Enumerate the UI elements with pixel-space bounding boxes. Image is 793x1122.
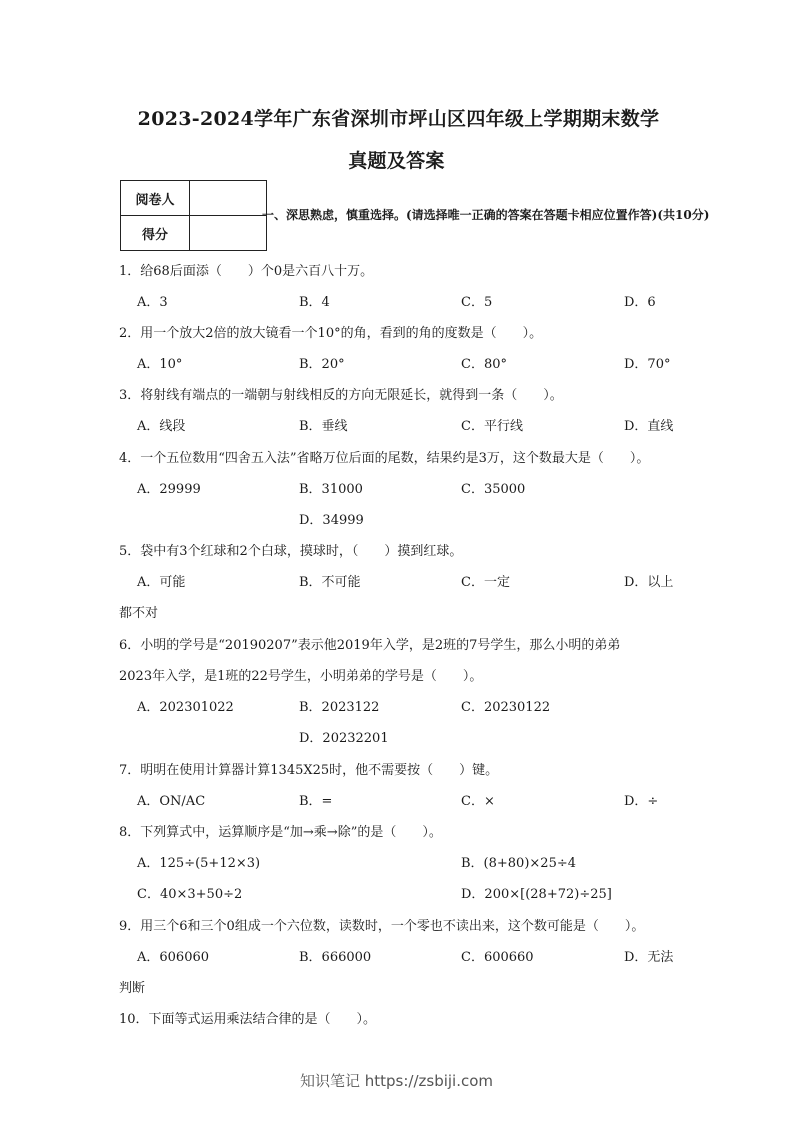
reviewer-label: 阅卷人	[121, 181, 190, 216]
q2-option-a: A．10°	[137, 357, 183, 372]
q8-option-b: B．(8+80)×25÷4	[461, 856, 577, 871]
q7-option-d: D．÷	[624, 794, 659, 809]
q7-option-b: B．=	[299, 794, 333, 809]
question-10: 10．下面等式运用乘法结合律的是（ ）。	[119, 1012, 377, 1027]
score-label: 得分	[121, 216, 190, 251]
q5-option-d: D．以上	[624, 575, 674, 590]
q4-option-d: D．34999	[299, 513, 364, 528]
question-7: 7．明明在使用计算器计算1345X25时，他不需要按（ ）键。	[119, 763, 499, 778]
q6-option-a: A．202301022	[137, 700, 234, 715]
q4-option-a: A．29999	[137, 482, 201, 497]
q3-option-c: C．平行线	[461, 419, 523, 434]
section-heading: 一、深思熟虑，慎重选择。(请选择唯一正确的答案在答题卡相应位置作答)(共10分)	[262, 208, 710, 222]
question-9: 9．用三个6和三个0组成一个六位数，读数时，一个零也不读出来，这个数可能是（ ）。	[119, 919, 645, 934]
question-8: 8．下列算式中，运算顺序是“加→乘→除”的是（ ）。	[119, 825, 442, 840]
q5-option-b: B．不可能	[299, 575, 361, 590]
score-blank	[190, 216, 267, 251]
score-table	[120, 180, 267, 251]
q3-option-b: B．垂线	[299, 419, 348, 434]
q6-option-c: C．20230122	[461, 700, 551, 715]
question-2: 2．用一个放大2倍的放大镜看一个10°的角，看到的角的度数是（ ）。	[119, 326, 543, 341]
question-5: 5．袋中有3个红球和2个白球，摸球时，（ ）摸到红球。	[119, 544, 463, 559]
q7-option-a: A．ON/AC	[137, 794, 206, 809]
page-title-line2: 真题及答案	[348, 150, 445, 172]
q5-option-c: C．一定	[461, 575, 510, 590]
question-6: 6．小明的学号是“20190207”表示他2019年入学，是2班的7号学生，那么小明的弟弟	[119, 638, 621, 653]
footer-watermark: 知识笔记 https://zsbiji.com	[299, 1072, 494, 1090]
q2-option-c: C．80°	[461, 357, 507, 372]
q1-option-b: B．4	[299, 295, 330, 310]
q1-option-a: A．3	[137, 295, 168, 310]
q9-option-d: D．无法	[624, 950, 674, 965]
q4-option-c: C．35000	[461, 482, 526, 497]
question-1: 1．给68后面添（ ）个0是六百八十万。	[119, 264, 374, 279]
q1-option-d: D．6	[624, 295, 656, 310]
q8-option-a: A．125÷(5+12×3)	[137, 856, 261, 871]
q4-option-b: B．31000	[299, 482, 363, 497]
q8-option-c: C．40×3+50÷2	[137, 887, 243, 902]
q9-option-c: C．600660	[461, 950, 534, 965]
page-title-line1: 2023-2024学年广东省深圳市坪山区四年级上学期期末数学	[137, 108, 660, 130]
q2-option-b: B．20°	[299, 357, 345, 372]
q7-option-c: C．×	[461, 794, 495, 809]
q3-option-d: D．直线	[624, 419, 674, 434]
q5-option-a: A．可能	[137, 575, 186, 590]
q1-option-c: C．5	[461, 295, 493, 310]
reviewer-blank	[190, 181, 267, 216]
question-3: 3．将射线有端点的一端朝与射线相反的方向无限延长，就得到一条（ ）。	[119, 388, 563, 403]
q9-option-b: B．666000	[299, 950, 372, 965]
q9-option-a: A．606060	[137, 950, 210, 965]
q8-option-d: D．200×[(28+72)÷25]	[461, 887, 612, 902]
q9-option-d-continued: 判断	[119, 981, 146, 996]
question-4: 4．一个五位数用“四舍五入法”省略万位后面的尾数，结果约是3万，这个数最大是（ ）。	[119, 451, 650, 466]
q6-option-d: D．20232201	[299, 731, 389, 746]
question-6-line2: 2023年入学，是1班的22号学生，小明弟弟的学号是（ ）。	[119, 669, 483, 684]
q6-option-b: B．2023122	[299, 700, 380, 715]
q2-option-d: D．70°	[624, 357, 671, 372]
q5-option-d-continued: 都不对	[119, 606, 159, 621]
q3-option-a: A．线段	[137, 419, 186, 434]
